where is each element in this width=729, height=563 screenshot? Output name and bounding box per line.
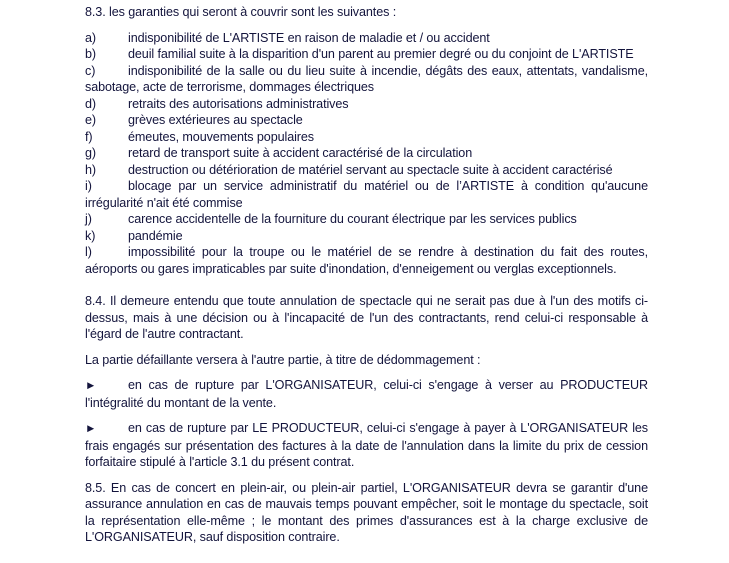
list-item-marker: a) xyxy=(85,30,96,45)
list-item-text: blocage par un service administratif du matériel ou de l’ARTISTE à condition qu'aucune irrégularité n'ait été commise xyxy=(85,179,648,210)
list-item-marker: c) xyxy=(85,63,96,78)
section-8-4-paragraph-2: La partie défaillante versera à l'autre partie, à titre de dédommagement : xyxy=(85,352,481,367)
spacer xyxy=(85,343,648,352)
list-item-f xyxy=(85,129,648,146)
list-item-marker: f) xyxy=(85,129,93,144)
document-body xyxy=(85,4,648,546)
spacer xyxy=(85,277,648,293)
list-item-text: indisponibilité de la salle ou du lieu suite à incendie, dégâts des eaux, attentats, vandalisme, sabotage, acte de terrorisme, dommages électriques xyxy=(85,63,648,94)
section-8-4-paragraph-1: 8.4. Il demeure entendu que toute annulation de spectacle qui ne serait pas due à l'un des motifs ci-dessus, mais à une décision ou à l'incapacité de l'un des contractants, rend celui-ci responsable à l'égard de l'autre contractant. xyxy=(85,294,648,341)
list-item-text: deuil familial suite à la disparition d'un parent au premier degré ou du conjoint de L'ARTISTE xyxy=(128,47,634,61)
bullet-item-text: en cas de rupture par LE PRODUCTEUR, celui-ci s'engage à payer à L'ORGANISATEUR les frais engagés sur présentation des factures à la date de l'annulation dans la limite du prix de cession forfaitaire stipulé à l'article 3.1 du présent contrat. xyxy=(85,421,648,469)
list-item-l xyxy=(85,244,648,277)
list-item-a xyxy=(85,30,648,47)
list-item-d xyxy=(85,96,648,113)
list-item-text: carence accidentelle de la fourniture du courant électrique par les services publics xyxy=(128,212,577,226)
bullet-item-text: en cas de rupture par L'ORGANISATEUR, celui-ci s'engage à verser au PRODUCTEUR l'intégralité du montant de la vente. xyxy=(85,378,648,410)
list-item-h xyxy=(85,162,648,179)
list-item-b xyxy=(85,46,648,63)
triangle-bullet-icon: ► xyxy=(85,380,97,392)
list-item-k xyxy=(85,228,648,245)
section-8-5-paragraph-1: 8.5. En cas de concert en plein-air, ou plein-air partiel, L'ORGANISATEUR devra se garantir d'une assurance annulation en cas de mauvais temps pouvant empêcher, soit le montage du spectacle, soit la représentation elle-même ; le montant des primes d'assurances est à la charge exclusive de L'ORGANISATEUR, sauf disposition contraire. xyxy=(85,480,648,544)
list-item-i xyxy=(85,178,648,211)
list-item-text: retard de transport suite à accident caractérisé de la circulation xyxy=(128,146,473,160)
section-8-3-intro: 8.3. les garanties qui seront à couvrir sont les suivantes : xyxy=(85,5,397,19)
list-item-text: destruction ou détérioration de matériel servant au spectacle suite à accident caractérisé xyxy=(128,162,613,177)
spacer xyxy=(85,368,648,377)
list-item-text: impossibilité pour la troupe ou le matériel de se rendre à destination du fait des routes, aéroports ou gares impraticables par suite d'inondation, d'enneigement ou verglas exceptionnels. xyxy=(85,245,648,276)
list-item-text: émeutes, mouvements populaires xyxy=(128,129,315,144)
triangle-bullet-icon: ► xyxy=(85,423,97,435)
list-item-text: retraits des autorisations administratives xyxy=(128,96,349,111)
bullet-item-producteur xyxy=(85,420,648,471)
spacer xyxy=(85,411,648,420)
list-item-marker: l) xyxy=(85,245,92,259)
list-item-text: grèves extérieures au spectacle xyxy=(128,113,303,127)
list-item-marker: j) xyxy=(85,212,92,226)
list-item-text: indisponibilité de L'ARTISTE en raison de maladie et / ou accident xyxy=(128,30,490,45)
list-item-marker: h) xyxy=(85,162,96,177)
list-item-j xyxy=(85,211,648,228)
list-item-marker: g) xyxy=(85,146,96,160)
list-item-marker: k) xyxy=(85,228,96,243)
spacer xyxy=(85,21,648,30)
list-item-text: pandémie xyxy=(128,228,183,243)
list-item-marker: e) xyxy=(85,113,96,127)
list-item-marker: i) xyxy=(85,179,92,193)
list-item-e xyxy=(85,112,648,129)
bullet-item-organisateur xyxy=(85,377,648,411)
list-item-g xyxy=(85,145,648,162)
spacer xyxy=(85,471,648,480)
list-item-c xyxy=(85,63,648,96)
list-item-marker: d) xyxy=(85,96,96,111)
list-item-marker: b) xyxy=(85,47,96,61)
